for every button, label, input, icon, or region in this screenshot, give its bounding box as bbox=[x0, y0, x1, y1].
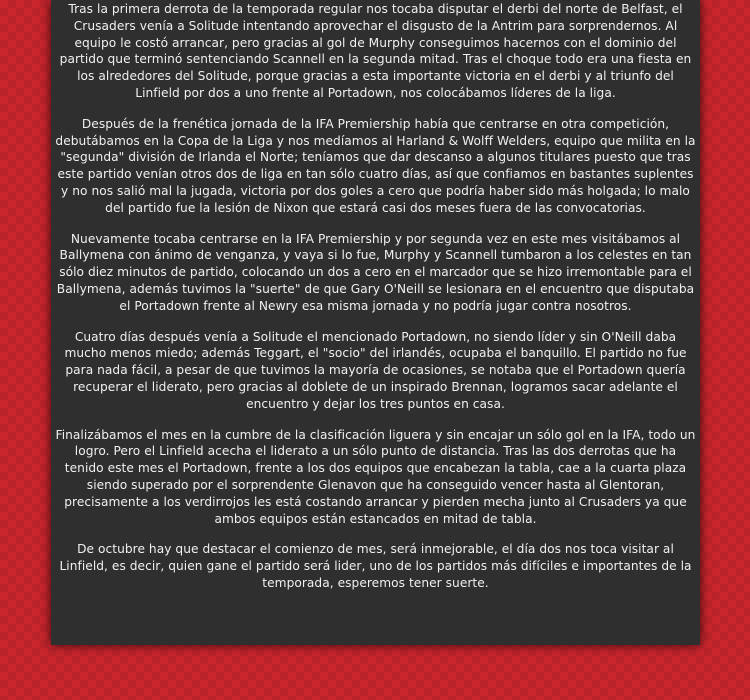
article-paragraph: De octubre hay que destacar el comienzo de mes, será inmejorable, el día dos nos toca visitar al Linfield, es decir, quien gane el partido será lider, uno de los partidos más difíciles e importantes de la temporada, esperemos tener suerte. bbox=[59, 542, 692, 590]
article-panel bbox=[51, 0, 700, 645]
article-paragraph: Nuevamente tocaba centrarse en la IFA Premiership y por segunda vez en este mes visitábamos al Ballymena con ánimo de venganza, y vaya si lo fue, Murphy y Scannell tumbaron a los celestes en tan sólo diez minutos de partido, colocando un dos a cero en el marcador que se hizo irremontable para el Ballymena, además tuvimos la "suerte" de que Gary O'Neill se lesionara en el encuentro que disputaba el Portadown frente al Newry esa misma jornada y no podría jugar contra nosotros. bbox=[56, 231, 695, 313]
article-paragraph: Tras la primera derrota de la temporada regular nos tocaba disputar el derbi del norte de Belfast, el Crusaders venía a Solitude intentando aprovechar el disgusto de la Antrim para sorprendernos. Al equipo le costó arrancar, pero gracias al gol de Murphy conseguimos hacernos con el dominio del partido que terminó sentenciando Scannell en la segunda mitad. Tras el choque todo era una fiesta en los alrededores del Solitude, porque gracias a esta importante victoria en el derbi y al triunfo del Linfield por dos a uno frente al Portadown, nos colocábamos líderes de la liga. bbox=[59, 2, 692, 100]
article-paragraph: Cuatro días después venía a Solitude el mencionado Portadown, no siendo líder y sin O'Neill daba mucho menos miedo; además Teggart, el "socio" del irlandés, ocupaba el banquillo. El partido no fue para nada fácil, a pesar de que tuvimos la mayoría de ocasiones, se notaba que el Portadown quería recuperar el liderato, pero gracias al doblete de un inspirado Brennan, logramos sacar adelante el encuentro y dejar los tres puntos en casa. bbox=[64, 329, 687, 411]
article-paragraph: Después de la frenética jornada de la IFA Premiership había que centrarse en otra competición, debutábamos en la Copa de la Liga y nos medíamos al Harland & Wolff Welders, equipo que milita en la "segunda" división de Irlanda el Norte; teníamos que dar descanso a algunos titulares puesto que tras este partido venían otros dos de liga en tan sólo cuatro días, así que confiamos en bastantes suplentes y no nos salió mal la jugada, victoria por dos goles a cero que podría haber sido más holgada; lo malo del partido fue la lesión de Nixon que estará casi dos meses fuera de las convocatorias. bbox=[55, 116, 696, 215]
article-paragraph: Finalizábamos el mes en la cumbre de la clasificación liguera y sin encajar un sólo gol en la IFA, todo un logro. Pero el Linfield acecha el liderato a un sólo punto de distancia. Tras las dos derrotas que ha tenido este mes el Portadown, frente a los dos equipos que encabezan la tabla, cae a la cuarta plaza siendo superado por el sorprendente Glenavon que ha conseguido vencer hasta al Glentoran, precisamente a los verdirrojos les está costando arrancar y pierden mecha junto al Crusaders ya que ambos equipos están estancados en mitad de tabla. bbox=[55, 427, 696, 526]
